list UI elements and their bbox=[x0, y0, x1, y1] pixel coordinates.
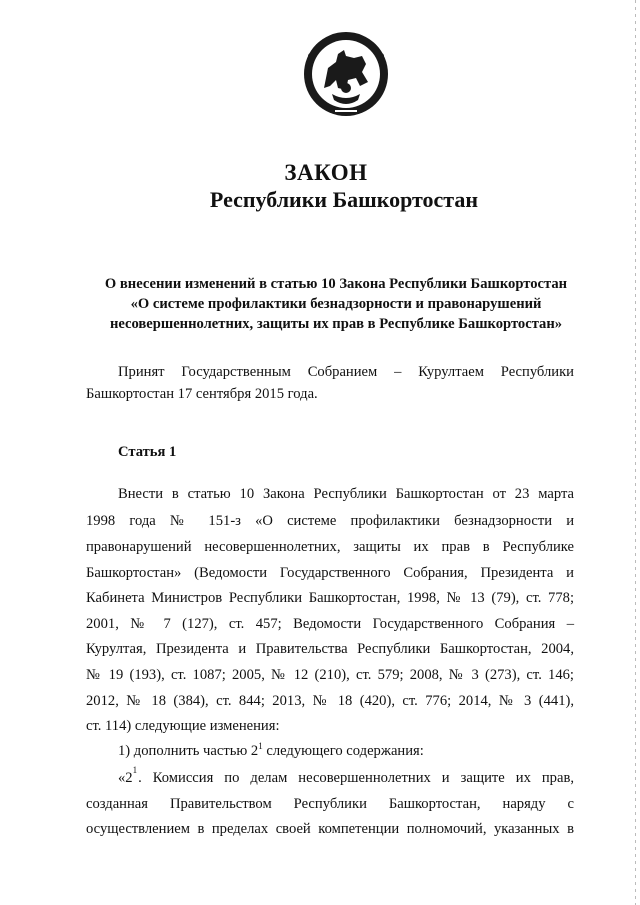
body-line: Башкортостан» (Ведомости Государственного Собрания, Президента и bbox=[86, 565, 574, 581]
article-heading: Статья 1 bbox=[118, 444, 177, 460]
body-line: Кабинета Министров Республики Башкортостан, 1998, № 13 (79), ст. 778; bbox=[86, 590, 574, 606]
scan-edge bbox=[635, 0, 636, 905]
subject-line: «О системе профилактики безнадзорности и правонарушений bbox=[130, 296, 542, 312]
coat-of-arms-icon bbox=[302, 28, 390, 124]
body-line: Внести в статью 10 Закона Республики Башкортостан от 23 марта bbox=[118, 486, 574, 502]
body-line: № 19 (193), ст. 1087; 2005, № 12 (210), ст. 579; 2008, № 3 (273), ст. 146; bbox=[86, 667, 574, 683]
quote-first-line bbox=[118, 765, 574, 787]
document-subtitle: Республики Башкортостан bbox=[209, 187, 479, 212]
document-title: ЗАКОН bbox=[284, 160, 368, 185]
item-text-end: следующего содержания: bbox=[262, 743, 424, 759]
body-line: правонарушений несовершеннолетних, защиты их прав в Республике bbox=[86, 539, 574, 555]
body-line: Курултая, Президента и Правительства Республики Башкортостан, 2004, bbox=[86, 641, 574, 657]
body-line: 2012, № 18 (384), ст. 844; 2013, № 18 (420), ст. 776; 2014, № 3 (441), bbox=[86, 693, 574, 709]
amendment-item bbox=[118, 743, 574, 760]
body-line: 1998 года № 151-з «О системе профилактики безнадзорности и bbox=[86, 513, 574, 529]
adopted-line: Башкортостан 17 сентября 2015 года. bbox=[86, 386, 318, 402]
item-text: 1) дополнить частью 2 bbox=[118, 743, 259, 759]
body-line: 2001, № 7 (127), ст. 457; Ведомости Государственного Собрания – bbox=[86, 616, 574, 632]
quote-superscript: 1 bbox=[132, 765, 138, 775]
adopted-line: Принят Государственным Собранием – Курултаем Республики bbox=[118, 364, 574, 380]
quote-rest: . Комиссия по делам несовершеннолетних и защите их прав, bbox=[138, 770, 574, 786]
subject-line: О внесении изменений в статью 10 Закона Республики Башкортостан bbox=[104, 276, 568, 292]
quote-line: осуществлением в пределах своей компетенции полномочий, указанных в bbox=[86, 821, 574, 837]
item-superscript: 1 bbox=[258, 741, 263, 751]
body-line: ст. 114) следующие изменения: bbox=[86, 718, 280, 734]
quote-start: «2 bbox=[118, 770, 133, 786]
subject-line: несовершеннолетних, защиты их прав в Республике Башкортостан» bbox=[109, 316, 563, 332]
quote-line: созданная Правительством Республики Башкортостан, наряду с bbox=[86, 796, 574, 812]
